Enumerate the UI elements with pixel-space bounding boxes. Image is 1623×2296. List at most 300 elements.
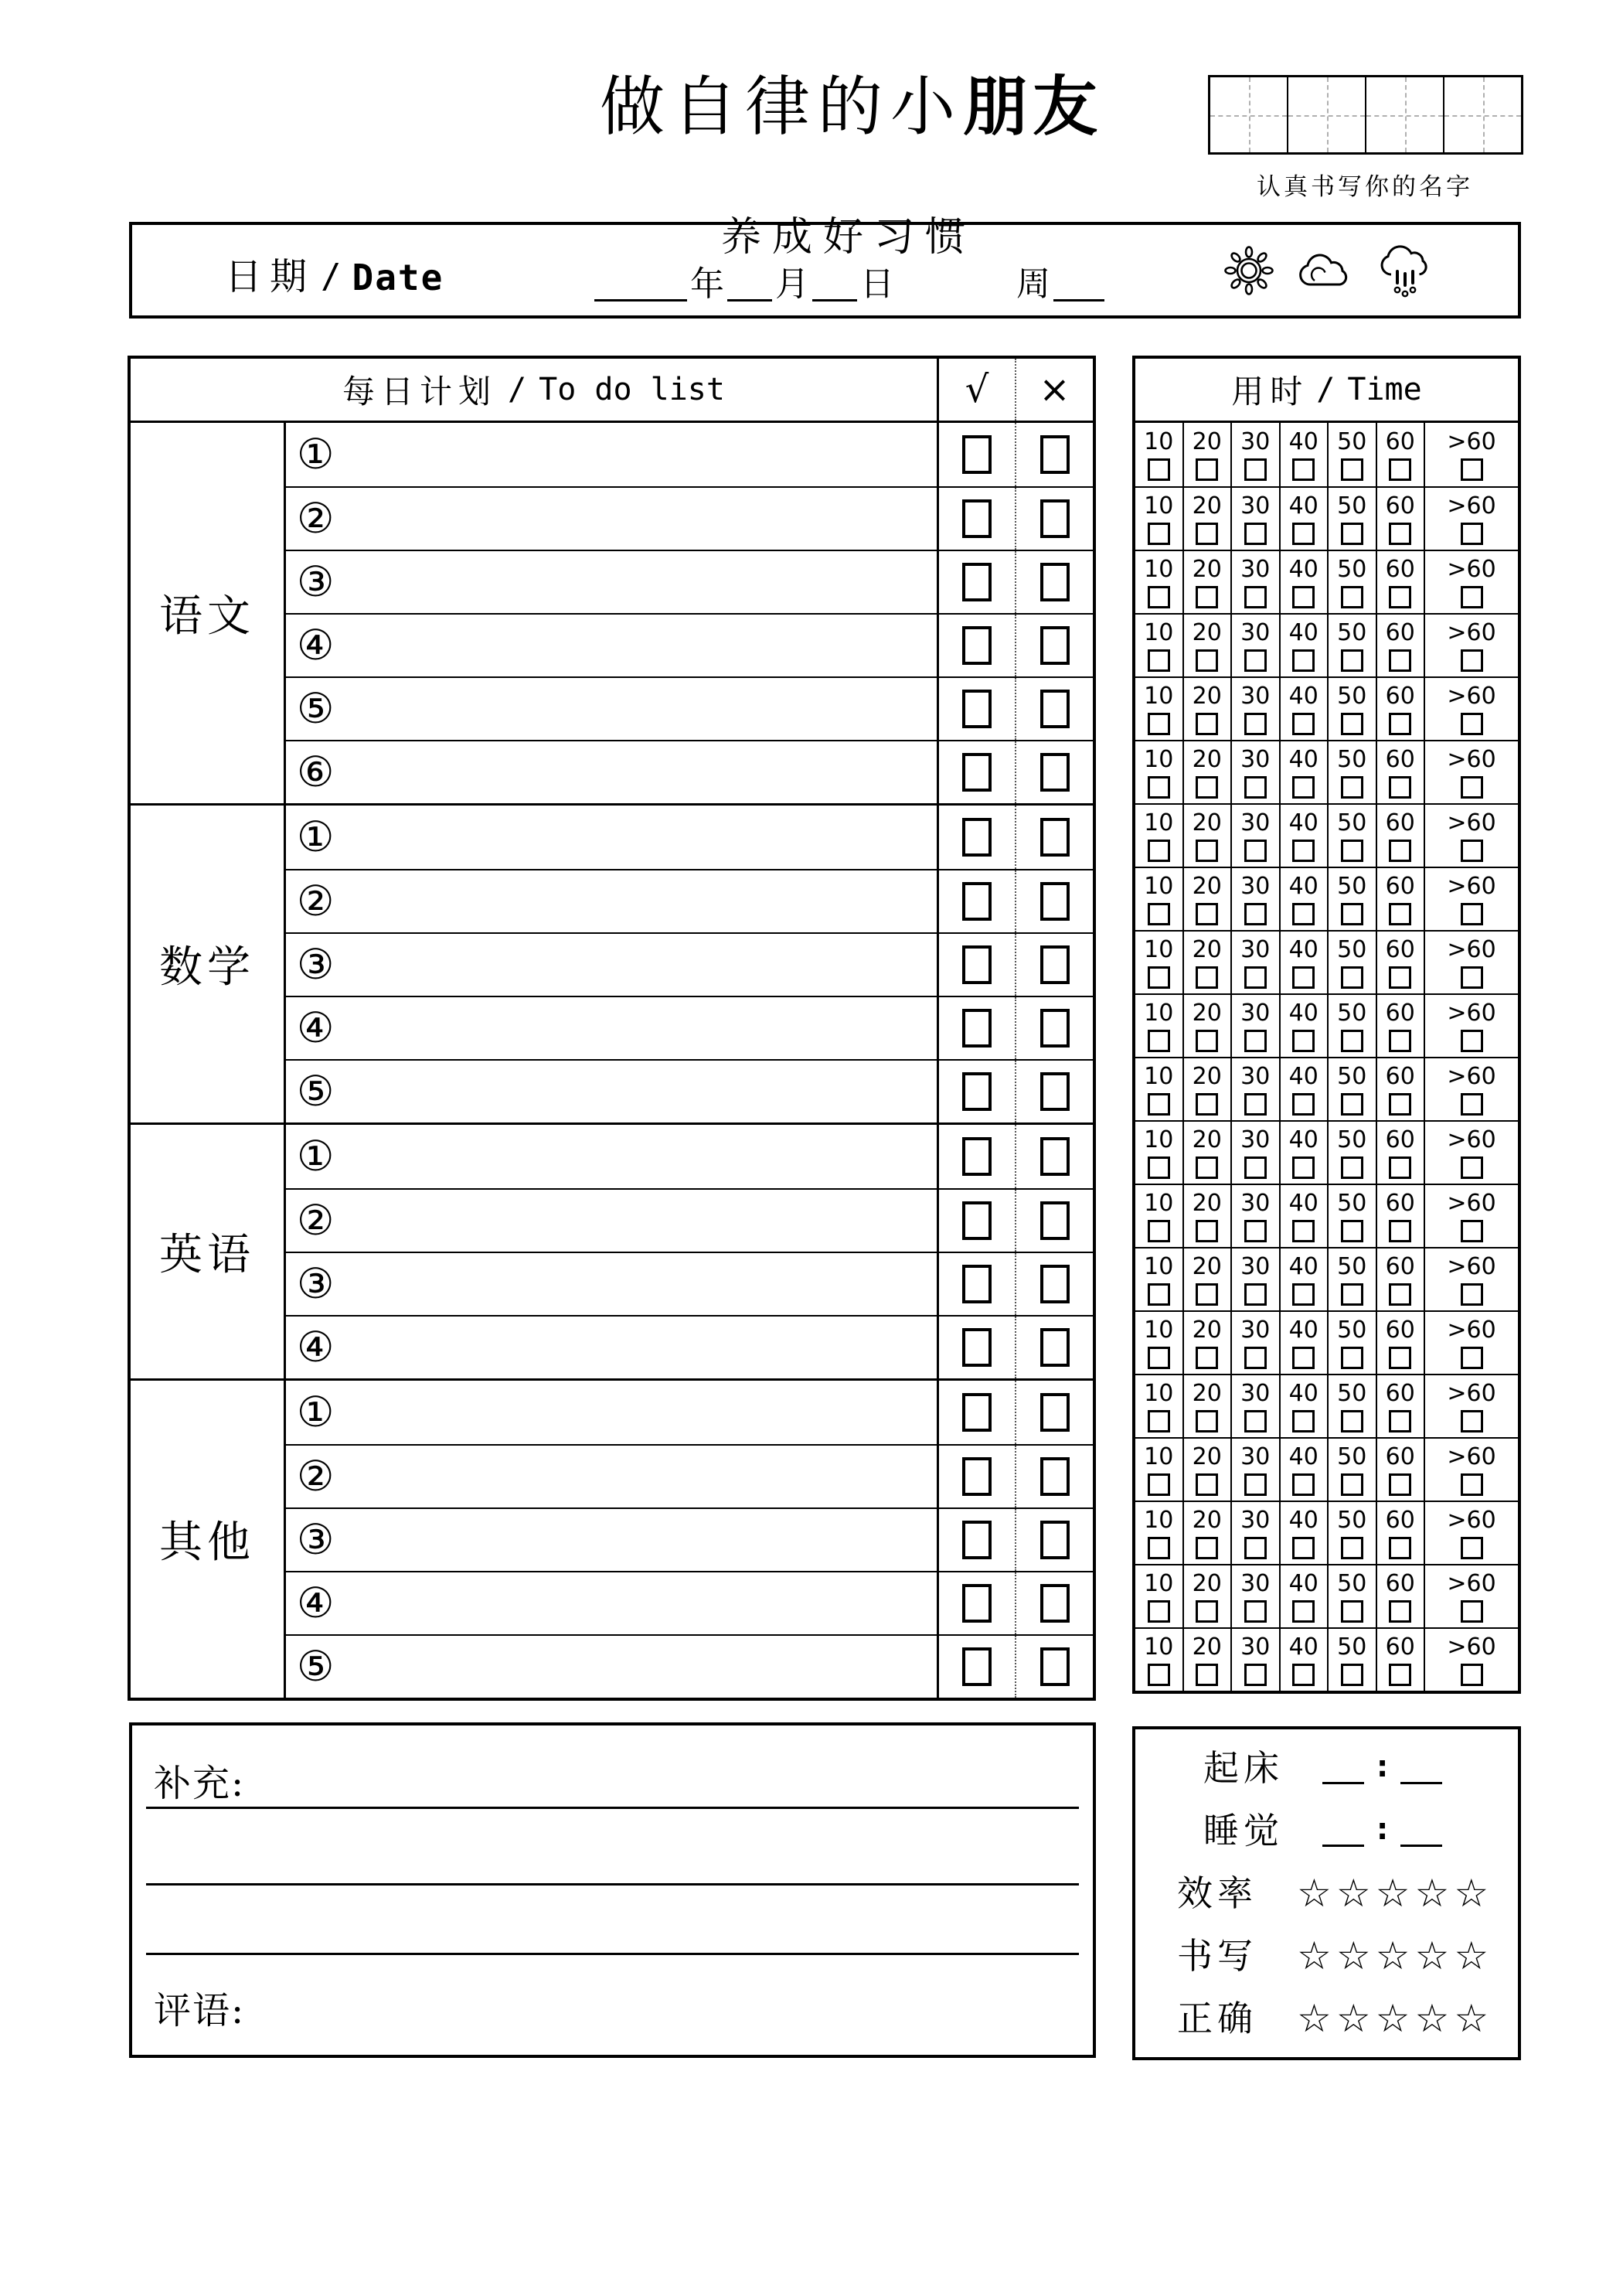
time-option-checkbox[interactable] (1461, 1030, 1483, 1052)
task-row (286, 676, 1093, 740)
time-option-checkbox[interactable] (1244, 1220, 1267, 1242)
time-option-checkbox[interactable] (1148, 1537, 1170, 1559)
check-checkbox[interactable] (962, 499, 992, 538)
time-option-label: >60 (1447, 1252, 1496, 1280)
time-option-checkbox[interactable] (1148, 1283, 1170, 1306)
time-option-checkbox[interactable] (1389, 523, 1411, 545)
time-option-checkbox[interactable] (1389, 1283, 1411, 1306)
time-option-checkbox[interactable] (1461, 1220, 1483, 1242)
time-option-checkbox[interactable] (1461, 1664, 1483, 1686)
name-box-4[interactable] (1443, 77, 1521, 152)
time-option-checkbox[interactable] (1461, 649, 1483, 672)
time-option-checkbox[interactable] (1196, 966, 1218, 989)
task-cell (286, 1061, 937, 1122)
name-box-2[interactable] (1287, 77, 1365, 152)
time-option-checkbox[interactable] (1341, 1600, 1363, 1623)
check-checkbox[interactable] (962, 1584, 992, 1623)
rating-star[interactable]: ☆ (1297, 1933, 1332, 1978)
task-writing-area[interactable] (334, 806, 937, 869)
time-option-checkbox[interactable] (1341, 1347, 1363, 1369)
time-option-checkbox[interactable] (1461, 1537, 1483, 1559)
todo-header-title (131, 359, 937, 421)
time-option-cell (1135, 1565, 1182, 1627)
time-option-cell (1424, 1502, 1518, 1564)
task-writing-area[interactable] (334, 1061, 937, 1122)
task-writing-area[interactable] (334, 870, 937, 932)
note-blank-line[interactable] (146, 1807, 1079, 1809)
time-option-checkbox[interactable] (1461, 1093, 1483, 1116)
time-option-checkbox[interactable] (1244, 1030, 1267, 1052)
todo-section-3 (131, 1122, 1093, 1378)
time-option-checkbox[interactable] (1341, 840, 1363, 862)
time-option-checkbox[interactable] (1389, 1664, 1411, 1686)
time-option-checkbox[interactable] (1196, 903, 1218, 925)
note-blank-line[interactable] (146, 1953, 1079, 1955)
cross-checkbox[interactable] (1040, 1647, 1070, 1686)
cloud-icon[interactable] (1295, 247, 1352, 294)
time-option-checkbox[interactable] (1148, 1473, 1170, 1496)
time-option-checkbox[interactable] (1292, 1220, 1315, 1242)
time-option-checkbox[interactable] (1196, 776, 1218, 799)
time-option-checkbox[interactable] (1341, 1093, 1363, 1116)
task-writing-area[interactable] (334, 1446, 937, 1507)
time-option-checkbox[interactable] (1244, 713, 1267, 735)
rating-star[interactable]: ☆ (1297, 1995, 1332, 2041)
check-checkbox[interactable] (962, 1647, 992, 1686)
rating-star[interactable]: ☆ (1414, 1995, 1450, 2041)
time-option-checkbox[interactable] (1341, 1473, 1363, 1496)
cross-checkbox[interactable] (1040, 1009, 1070, 1048)
rating-star[interactable]: ☆ (1297, 1870, 1332, 1916)
time-option-checkbox[interactable] (1389, 458, 1411, 481)
time-option-cell (1279, 551, 1328, 613)
task-writing-area[interactable] (334, 1253, 937, 1315)
weekday-input-blank[interactable] (1053, 275, 1104, 301)
section-rows-4 (286, 1381, 1093, 1698)
minute-input-blank[interactable] (1400, 1824, 1442, 1847)
time-option-checkbox[interactable] (1196, 713, 1218, 735)
rating-star[interactable]: ☆ (1414, 1870, 1450, 1916)
time-option-checkbox[interactable] (1389, 1537, 1411, 1559)
time-option-label: >60 (1447, 618, 1496, 646)
time-option-checkbox[interactable] (1148, 713, 1170, 735)
time-option-checkbox[interactable] (1148, 840, 1170, 862)
time-option-cell (1424, 615, 1518, 676)
cross-checkbox[interactable] (1040, 690, 1070, 728)
time-option-cell (1182, 1248, 1231, 1310)
time-option-checkbox[interactable] (1148, 1600, 1170, 1623)
time-option-checkbox[interactable] (1148, 1220, 1170, 1242)
time-option-checkbox[interactable] (1244, 1664, 1267, 1686)
cross-checkbox[interactable] (1040, 1521, 1070, 1559)
time-option-checkbox[interactable] (1196, 1093, 1218, 1116)
task-row (286, 996, 1093, 1059)
time-option-cell (1230, 678, 1279, 740)
time-option-label: 20 (1192, 1443, 1222, 1470)
time-option-checkbox[interactable] (1461, 1347, 1483, 1369)
task-cell (286, 741, 937, 803)
check-checkbox[interactable] (962, 1072, 992, 1111)
time-option-checkbox[interactable] (1461, 458, 1483, 481)
time-option-checkbox[interactable] (1148, 776, 1170, 799)
time-option-checkbox[interactable] (1148, 1664, 1170, 1686)
year-input-blank[interactable] (594, 275, 687, 301)
time-option-checkbox[interactable] (1196, 1030, 1218, 1052)
time-option-checkbox[interactable] (1244, 649, 1267, 672)
task-writing-area[interactable] (334, 1636, 937, 1698)
cross-checkbox[interactable] (1040, 882, 1070, 921)
task-cell (286, 551, 937, 613)
check-checkbox[interactable] (962, 882, 992, 921)
time-option-checkbox[interactable] (1292, 713, 1315, 735)
time-option-checkbox[interactable] (1148, 458, 1170, 481)
time-option-cell (1376, 1629, 1424, 1691)
cross-checkbox[interactable] (1040, 1457, 1070, 1496)
rating-star[interactable]: ☆ (1454, 1870, 1489, 1916)
cross-checkbox[interactable] (1040, 753, 1070, 792)
name-box-3[interactable] (1365, 77, 1443, 152)
time-option-checkbox[interactable] (1292, 1473, 1315, 1496)
time-option-label: 60 (1385, 1633, 1415, 1661)
time-option-checkbox[interactable] (1292, 1664, 1315, 1686)
time-option-checkbox[interactable] (1461, 523, 1483, 545)
minute-input-blank[interactable] (1400, 1761, 1442, 1784)
time-option-checkbox[interactable] (1461, 840, 1483, 862)
page-title-regular: 做自律的小 (599, 69, 963, 145)
check-checkbox[interactable] (962, 626, 992, 665)
time-option-label: 60 (1385, 1252, 1415, 1280)
time-option-cell (1424, 1312, 1518, 1374)
todo-section-2 (131, 803, 1093, 1122)
time-option-checkbox[interactable] (1341, 966, 1363, 989)
time-option-checkbox[interactable] (1461, 1283, 1483, 1306)
time-option-label: 40 (1288, 492, 1318, 519)
cross-checkbox[interactable] (1040, 1584, 1070, 1623)
time-option-checkbox[interactable] (1389, 713, 1411, 735)
check-checkbox[interactable] (962, 818, 992, 857)
time-option-checkbox[interactable] (1292, 840, 1315, 862)
time-option-label: 20 (1192, 682, 1222, 710)
time-option-checkbox[interactable] (1292, 1410, 1315, 1432)
time-option-checkbox[interactable] (1389, 1347, 1411, 1369)
time-option-checkbox[interactable] (1244, 1537, 1267, 1559)
weekday-field (1013, 264, 1104, 304)
time-option-checkbox[interactable] (1389, 1600, 1411, 1623)
task-writing-area[interactable] (334, 741, 937, 803)
time-option-checkbox[interactable] (1461, 713, 1483, 735)
time-option-checkbox[interactable] (1292, 1157, 1315, 1179)
check-checkbox[interactable] (962, 753, 992, 792)
time-option-checkbox[interactable] (1461, 776, 1483, 799)
cross-checkbox[interactable] (1040, 1137, 1070, 1176)
time-option-checkbox[interactable] (1148, 1347, 1170, 1369)
time-option-checkbox[interactable] (1389, 776, 1411, 799)
time-option-cell (1279, 488, 1328, 550)
check-checkbox[interactable] (962, 1201, 992, 1240)
time-option-checkbox[interactable] (1292, 966, 1315, 989)
day-input-blank[interactable] (812, 275, 857, 301)
cross-checkbox[interactable] (1040, 435, 1070, 474)
task-writing-area[interactable] (334, 1509, 937, 1571)
time-option-label: 30 (1240, 1062, 1271, 1090)
time-option-checkbox[interactable] (1292, 1537, 1315, 1559)
time-option-checkbox[interactable] (1341, 523, 1363, 545)
time-option-checkbox[interactable] (1244, 966, 1267, 989)
time-option-checkbox[interactable] (1292, 1030, 1315, 1052)
time-option-checkbox[interactable] (1196, 1664, 1218, 1686)
time-option-checkbox[interactable] (1389, 903, 1411, 925)
time-option-label: >60 (1447, 872, 1496, 900)
time-row (1135, 1374, 1518, 1437)
time-option-cell (1230, 1312, 1279, 1374)
time-option-checkbox[interactable] (1244, 458, 1267, 481)
check-checkbox[interactable] (962, 1009, 992, 1048)
time-option-checkbox[interactable] (1196, 649, 1218, 672)
time-option-checkbox[interactable] (1196, 586, 1218, 608)
time-option-checkbox[interactable] (1389, 1410, 1411, 1432)
time-option-checkbox[interactable] (1389, 586, 1411, 608)
cross-checkbox[interactable] (1040, 945, 1070, 984)
time-option-label: 30 (1240, 555, 1271, 583)
time-option-checkbox[interactable] (1461, 1410, 1483, 1432)
time-option-checkbox[interactable] (1148, 586, 1170, 608)
time-option-checkbox[interactable] (1292, 458, 1315, 481)
time-option-cell (1230, 741, 1279, 803)
time-option-checkbox[interactable] (1292, 649, 1315, 672)
time-option-checkbox[interactable] (1196, 1600, 1218, 1623)
rating-star[interactable]: ☆ (1375, 1870, 1410, 1916)
name-box-1[interactable] (1210, 77, 1287, 152)
section-rows-1 (286, 423, 1093, 803)
time-option-checkbox[interactable] (1196, 1537, 1218, 1559)
rating-star[interactable]: ☆ (1375, 1933, 1410, 1978)
time-option-cell (1230, 1122, 1279, 1184)
time-option-label: 30 (1240, 809, 1271, 836)
time-option-checkbox[interactable] (1389, 966, 1411, 989)
task-writing-area[interactable] (334, 1572, 937, 1634)
time-option-checkbox[interactable] (1461, 1600, 1483, 1623)
time-option-checkbox[interactable] (1389, 1030, 1411, 1052)
time-option-checkbox[interactable] (1292, 523, 1315, 545)
time-option-checkbox[interactable] (1196, 1473, 1218, 1496)
task-writing-area[interactable] (334, 1317, 937, 1378)
time-option-checkbox[interactable] (1292, 1283, 1315, 1306)
time-option-label: 20 (1192, 999, 1222, 1027)
time-option-checkbox[interactable] (1148, 903, 1170, 925)
time-option-cell (1279, 1058, 1328, 1120)
time-option-checkbox[interactable] (1244, 1410, 1267, 1432)
check-checkbox[interactable] (962, 945, 992, 984)
time-option-checkbox[interactable] (1244, 903, 1267, 925)
time-option-label: 10 (1144, 1506, 1174, 1534)
check-checkbox[interactable] (962, 690, 992, 728)
time-option-checkbox[interactable] (1244, 586, 1267, 608)
time-option-cell (1279, 932, 1328, 993)
time-option-checkbox[interactable] (1341, 1410, 1363, 1432)
time-option-checkbox[interactable] (1196, 1283, 1218, 1306)
time-option-checkbox[interactable] (1389, 1157, 1411, 1179)
check-cell (937, 423, 1015, 486)
cross-checkbox[interactable] (1040, 499, 1070, 538)
time-option-checkbox[interactable] (1244, 1283, 1267, 1306)
time-row (1135, 803, 1518, 867)
time-option-checkbox[interactable] (1196, 1220, 1218, 1242)
task-writing-area[interactable] (334, 934, 937, 996)
month-input-blank[interactable] (727, 275, 772, 301)
time-option-checkbox[interactable] (1244, 776, 1267, 799)
cross-checkbox[interactable] (1040, 1072, 1070, 1111)
rating-star[interactable]: ☆ (1375, 1995, 1410, 2041)
time-option-checkbox[interactable] (1196, 1347, 1218, 1369)
time-option-label: 50 (1337, 809, 1367, 836)
time-option-checkbox[interactable] (1389, 1093, 1411, 1116)
time-option-checkbox[interactable] (1148, 1030, 1170, 1052)
time-option-checkbox[interactable] (1461, 586, 1483, 608)
time-option-checkbox[interactable] (1341, 903, 1363, 925)
rain-icon[interactable] (1374, 242, 1434, 299)
time-option-checkbox[interactable] (1244, 840, 1267, 862)
time-option-checkbox[interactable] (1461, 966, 1483, 989)
time-option-checkbox[interactable] (1341, 649, 1363, 672)
time-option-checkbox[interactable] (1341, 1157, 1363, 1179)
time-option-checkbox[interactable] (1244, 523, 1267, 545)
time-option-checkbox[interactable] (1244, 1157, 1267, 1179)
time-option-label: 10 (1144, 1379, 1174, 1407)
task-number-badge: ③ (297, 1259, 335, 1308)
time-option-cell (1279, 1312, 1328, 1374)
time-option-checkbox[interactable] (1341, 776, 1363, 799)
time-option-label: 30 (1240, 1189, 1271, 1217)
cross-cell (1015, 551, 1093, 613)
time-option-checkbox[interactable] (1341, 1030, 1363, 1052)
time-option-checkbox[interactable] (1244, 1473, 1267, 1496)
rating-star[interactable]: ☆ (1335, 1870, 1371, 1916)
task-writing-area[interactable] (334, 488, 937, 550)
cross-checkbox[interactable] (1040, 563, 1070, 601)
check-checkbox[interactable] (962, 1137, 992, 1176)
task-writing-area[interactable] (334, 1381, 937, 1444)
time-row (1135, 1057, 1518, 1120)
time-option-checkbox[interactable] (1389, 649, 1411, 672)
time-option-checkbox[interactable] (1196, 840, 1218, 862)
time-option-cell (1135, 805, 1182, 867)
time-option-cell (1376, 932, 1424, 993)
time-option-checkbox[interactable] (1389, 1220, 1411, 1242)
rating-star[interactable]: ☆ (1454, 1933, 1489, 1978)
task-writing-area[interactable] (334, 997, 937, 1059)
hour-input-blank[interactable] (1322, 1761, 1364, 1784)
cross-checkbox[interactable] (1040, 626, 1070, 665)
weather-icons (1224, 242, 1434, 299)
check-checkbox[interactable] (962, 1393, 992, 1432)
time-option-label: 40 (1288, 1633, 1318, 1661)
task-writing-area[interactable] (334, 1125, 937, 1188)
task-writing-area[interactable] (334, 678, 937, 740)
cross-checkbox[interactable] (1040, 1265, 1070, 1303)
cross-checkbox[interactable] (1040, 1328, 1070, 1367)
time-option-checkbox[interactable] (1196, 458, 1218, 481)
sun-icon[interactable] (1224, 246, 1274, 295)
time-option-checkbox[interactable] (1292, 903, 1315, 925)
time-option-checkbox[interactable] (1244, 1347, 1267, 1369)
time-option-checkbox[interactable] (1148, 649, 1170, 672)
rating-star[interactable]: ☆ (1454, 1995, 1489, 2041)
time-option-checkbox[interactable] (1148, 1157, 1170, 1179)
time-option-checkbox[interactable] (1461, 1473, 1483, 1496)
time-table (1132, 356, 1521, 1694)
task-writing-area[interactable] (334, 423, 937, 486)
time-option-checkbox[interactable] (1148, 966, 1170, 989)
time-option-checkbox[interactable] (1461, 903, 1483, 925)
time-option-checkbox[interactable] (1292, 1600, 1315, 1623)
time-option-checkbox[interactable] (1148, 523, 1170, 545)
time-row (1135, 1184, 1518, 1247)
check-cell (937, 678, 1015, 740)
check-checkbox[interactable] (962, 435, 992, 474)
time-option-cell (1424, 868, 1518, 930)
check-checkbox[interactable] (962, 1521, 992, 1559)
time-option-checkbox[interactable] (1292, 1347, 1315, 1369)
time-option-cell (1182, 1375, 1231, 1437)
time-option-checkbox[interactable] (1196, 1157, 1218, 1179)
cross-checkbox[interactable] (1040, 818, 1070, 857)
time-option-checkbox[interactable] (1148, 1410, 1170, 1432)
cross-checkbox[interactable] (1040, 1201, 1070, 1240)
rating-star[interactable]: ☆ (1335, 1995, 1371, 2041)
cross-checkbox[interactable] (1040, 1393, 1070, 1432)
time-option-cell (1376, 423, 1424, 486)
check-checkbox[interactable] (962, 563, 992, 601)
check-cell (937, 806, 1015, 869)
time-option-checkbox[interactable] (1341, 586, 1363, 608)
rating-star[interactable]: ☆ (1335, 1933, 1371, 1978)
time-option-checkbox[interactable] (1341, 1664, 1363, 1686)
time-option-checkbox[interactable] (1244, 1093, 1267, 1116)
task-cell (286, 1636, 937, 1698)
check-checkbox[interactable] (962, 1328, 992, 1367)
rating-star[interactable]: ☆ (1414, 1933, 1450, 1978)
time-option-checkbox[interactable] (1292, 776, 1315, 799)
time-option-checkbox[interactable] (1389, 1473, 1411, 1496)
time-option-cell (1135, 932, 1182, 993)
time-row (1135, 993, 1518, 1057)
note-blank-line[interactable] (146, 1883, 1079, 1886)
time-option-checkbox[interactable] (1389, 840, 1411, 862)
time-option-checkbox[interactable] (1148, 1093, 1170, 1116)
hour-input-blank[interactable] (1322, 1824, 1364, 1847)
time-option-checkbox[interactable] (1461, 1157, 1483, 1179)
task-writing-area[interactable] (334, 615, 937, 676)
time-option-checkbox[interactable] (1341, 1283, 1363, 1306)
task-writing-area[interactable] (334, 551, 937, 613)
check-checkbox[interactable] (962, 1457, 992, 1496)
time-option-checkbox[interactable] (1196, 523, 1218, 545)
time-option-checkbox[interactable] (1341, 1537, 1363, 1559)
time-option-checkbox[interactable] (1292, 1093, 1315, 1116)
time-option-cell (1279, 1248, 1328, 1310)
time-option-checkbox[interactable] (1244, 1600, 1267, 1623)
time-option-checkbox[interactable] (1341, 458, 1363, 481)
cross-cell (1015, 997, 1093, 1059)
time-option-checkbox[interactable] (1341, 713, 1363, 735)
task-writing-area[interactable] (334, 1190, 937, 1252)
time-option-checkbox[interactable] (1341, 1220, 1363, 1242)
time-option-checkbox[interactable] (1292, 586, 1315, 608)
time-option-label: 30 (1240, 1633, 1271, 1661)
time-option-checkbox[interactable] (1196, 1410, 1218, 1432)
time-option-label: 30 (1240, 999, 1271, 1027)
check-checkbox[interactable] (962, 1265, 992, 1303)
